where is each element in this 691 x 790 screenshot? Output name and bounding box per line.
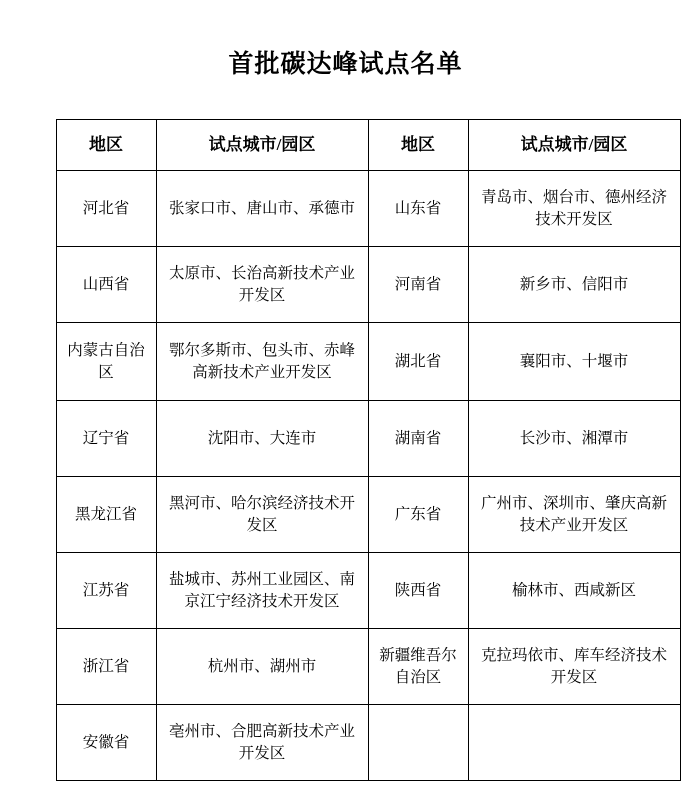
cell-cities-right-empty <box>468 705 680 781</box>
cell-cities-left: 黑河市、哈尔滨经济技术开发区 <box>156 477 368 553</box>
cell-region-right: 湖北省 <box>368 323 468 401</box>
table-header <box>56 120 680 171</box>
cell-cities-left: 亳州市、合肥高新技术产业开发区 <box>156 705 368 781</box>
cell-region-left: 黑龙江省 <box>56 477 156 553</box>
table-row <box>56 705 680 781</box>
cell-region-right-empty <box>368 705 468 781</box>
column-header-region-left: 地区 <box>56 120 156 171</box>
cell-cities-right: 榆林市、西咸新区 <box>468 553 680 629</box>
cell-region-right: 广东省 <box>368 477 468 553</box>
table-row <box>56 171 680 247</box>
cell-cities-left: 杭州市、湖州市 <box>156 629 368 705</box>
cell-cities-right: 青岛市、烟台市、德州经济技术开发区 <box>468 171 680 247</box>
cell-region-left: 安徽省 <box>56 705 156 781</box>
table-row <box>56 629 680 705</box>
page-title: 首批碳达峰试点名单 <box>228 51 463 78</box>
cell-cities-right: 广州市、深圳市、肇庆高新技术产业开发区 <box>468 477 680 553</box>
table-row <box>56 323 680 401</box>
cell-region-right: 山东省 <box>368 171 468 247</box>
pilot-list-table <box>56 119 681 781</box>
cell-region-right: 陕西省 <box>368 553 468 629</box>
cell-region-left: 浙江省 <box>56 629 156 705</box>
cell-cities-left: 沈阳市、大连市 <box>156 401 368 477</box>
cell-cities-right: 新乡市、信阳市 <box>468 247 680 323</box>
cell-cities-left: 盐城市、苏州工业园区、南京江宁经济技术开发区 <box>156 553 368 629</box>
column-header-cities-right: 试点城市/园区 <box>468 120 680 171</box>
cell-region-right: 新疆维吾尔自治区 <box>368 629 468 705</box>
table-row <box>56 401 680 477</box>
cell-region-right: 河南省 <box>368 247 468 323</box>
table-row <box>56 247 680 323</box>
cell-cities-right: 长沙市、湘潭市 <box>468 401 680 477</box>
table-header-row <box>56 120 680 171</box>
cell-cities-right: 襄阳市、十堰市 <box>468 323 680 401</box>
table-container <box>56 119 667 781</box>
cell-cities-left: 鄂尔多斯市、包头市、赤峰高新技术产业开发区 <box>156 323 368 401</box>
cell-region-right: 湖南省 <box>368 401 468 477</box>
table-row <box>56 477 680 553</box>
column-header-region-right: 地区 <box>368 120 468 171</box>
cell-region-left: 辽宁省 <box>56 401 156 477</box>
table-row <box>56 553 680 629</box>
cell-cities-left: 太原市、长治高新技术产业开发区 <box>156 247 368 323</box>
cell-cities-left: 张家口市、唐山市、承德市 <box>156 171 368 247</box>
cell-cities-right: 克拉玛依市、库车经济技术开发区 <box>468 629 680 705</box>
cell-region-left: 河北省 <box>56 171 156 247</box>
cell-region-left: 内蒙古自治区 <box>56 323 156 401</box>
cell-region-left: 山西省 <box>56 247 156 323</box>
column-header-cities-left: 试点城市/园区 <box>156 120 368 171</box>
cell-region-left: 江苏省 <box>56 553 156 629</box>
table-body <box>56 171 680 781</box>
